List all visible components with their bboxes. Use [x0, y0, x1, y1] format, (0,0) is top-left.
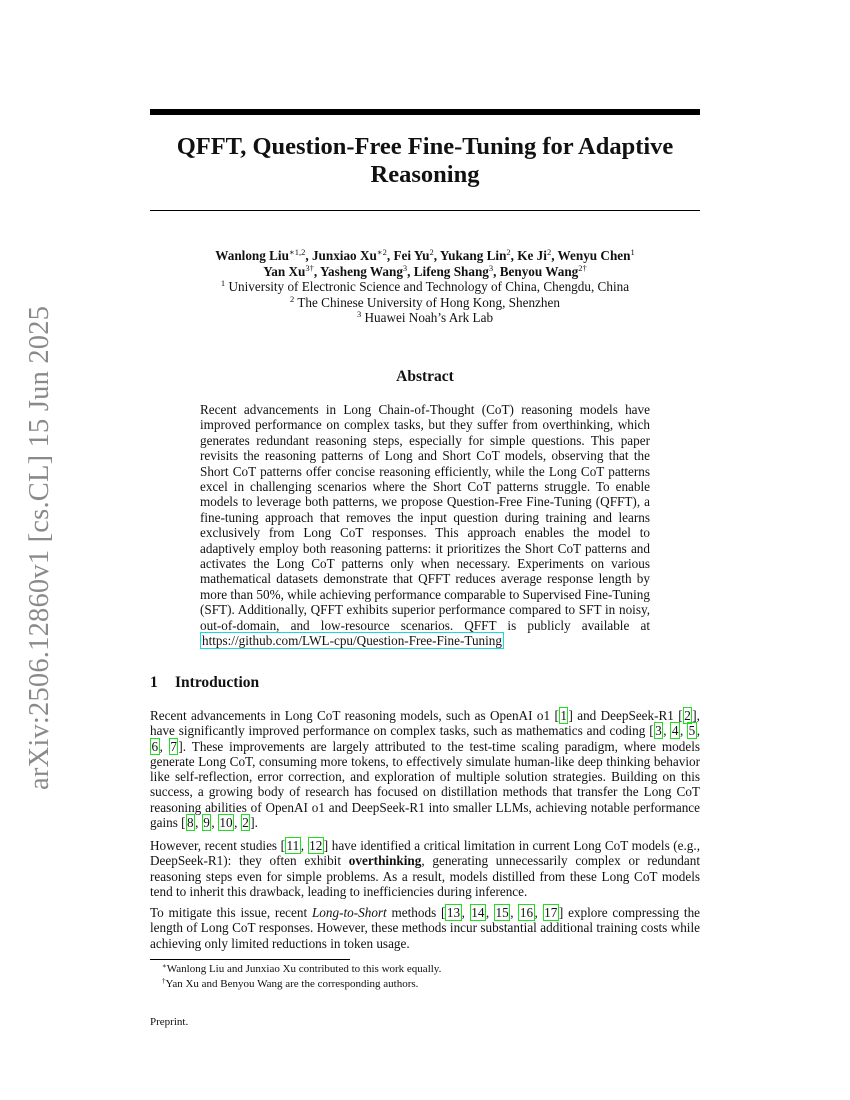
affiliation: $^1$ University of Electronic Science and Technology of China, Chengdu, China	[220, 278, 630, 295]
citation-link[interactable]: 2	[242, 815, 249, 831]
author: Yan Xu	[263, 263, 306, 279]
citation-link[interactable]: 1	[560, 708, 567, 723]
github-link[interactable]: https://github.com/LWL-cpu/Question-Free-Fine-Tuning	[202, 633, 502, 649]
emphasis-bold: overthinking	[348, 853, 422, 869]
abstract-heading: Abstract	[396, 368, 454, 385]
citation-link[interactable]: 16	[519, 905, 534, 920]
citation-link[interactable]: 11	[286, 838, 300, 853]
footnotes	[162, 962, 441, 991]
title-top-rule	[150, 109, 700, 115]
citation-link[interactable]: 12	[309, 838, 323, 853]
author-line-1: Wanlong Liu$^{∗1,2}$, Junxiao $Xu^{∗2}$, Fei Yu$^2$, Yukang Lin$^2$, Ke Ji$^2$, Wenyu Chen$^1$	[215, 247, 635, 263]
affiliation: $^3$ Huawei Noah’s Ark Lab	[356, 309, 494, 326]
author: Wanlong Liu	[215, 248, 289, 263]
footnote: ∗Wanlong Liu and Junxiao Xu contributed to this work equally.	[162, 962, 442, 975]
author: Junxiao Xu	[311, 248, 377, 263]
author: Ke Ji	[517, 248, 547, 263]
citation-link[interactable]: 10	[219, 815, 233, 831]
author: Lifeng Shang	[413, 263, 489, 279]
paragraph: However, recent studies [ 11 , 12 ] have identified a critical limitation in current Long CoT models (e.g., DeepSeek-R1): they often exhibit overthinking, generating unnecessarily complex or redundant reasoning steps even for simple problems. As a result, models distilled from these Long CoT models tend to inherit this drawback, leading to inefficiencies during inference.	[150, 838, 700, 899]
citation-link[interactable]: 2	[684, 708, 691, 723]
citation-link[interactable]: 14	[471, 905, 485, 920]
abstract-text: Recent advancements in Long Chain-of-Thought (CoT) reasoning models have improved performance on complex tasks, but they suffer from overthinking, which generates redundant reasoning steps, especially for simple questions. This paper revisits the reasoning patterns of Long and Short CoT models, observing that the Short CoT patterns offer concise reasoning efficiently, while the Long CoT patterns excel in challenging scenarios where the Short CoT patterns struggle. To enable models to leverage both patterns, we propose Question-Free Fine-Tuning (QFFT), a fine-tuning approach that removes the input question during training and learns exclusively from Long CoT responses. This approach enables the model to adaptively employ both reasoning patterns: it prioritizes the Short CoT patterns and activates the Long CoT patterns only when necessary. Experiments on various mathematical datasets demonstrate that QFFT reduces average response length by more than 50%, while achieving performance comparable to Supervised Fine-Tuning (SFT). Additionally, QFFT exhibits superior performance compared to SFT in noisy, out-of-domain, and low-resource scenarios. QFFT is publicly available at	[200, 402, 650, 633]
citation-link[interactable]: 5	[688, 723, 696, 739]
footnote-rule	[150, 959, 350, 960]
paragraph: To mitigate this issue, recent Long-to-Short methods [ 13 , 14 , 15 , 16 , 17 ] explore compressing the length of Long CoT responses. However, these methods incur substantial additional training costs while achieving only limited reductions in token usage.	[150, 905, 701, 951]
citation-link[interactable]: 13	[446, 905, 461, 920]
citation-link[interactable]: 8	[187, 815, 194, 831]
emphasis-italic: Long-to-Short	[311, 905, 387, 920]
citation-link[interactable]: 6	[151, 738, 159, 754]
citation-link[interactable]: 7	[170, 738, 177, 754]
citation-link[interactable]: 3	[655, 723, 662, 739]
section-title: Introduction	[175, 674, 260, 691]
author-line-2: Yan $Xu^{3\dagger}$, Yasheng Wang$^3$, Lifeng Shang$^3$, Benyou Wang$^{2\dagger}$	[263, 262, 587, 279]
section-heading	[150, 674, 259, 692]
author: Yasheng Wang	[319, 263, 403, 279]
author: Benyou Wang	[499, 263, 579, 279]
section-number: 1	[150, 674, 158, 691]
author: Fei Yu	[393, 248, 430, 263]
author: Wenyu Chen	[557, 248, 631, 263]
author: Yukang Lin	[439, 248, 507, 263]
paper-title: QFFT, Question-Free Fine-Tuning for Adaptive Reasoning	[176, 133, 674, 188]
preprint-label: Preprint.	[150, 1016, 189, 1028]
title-bottom-rule	[150, 210, 700, 211]
citation-link[interactable]: 15	[495, 905, 509, 920]
paragraph: Recent advancements in Long CoT reasoning models, such as OpenAI o1 [ 1 ] and DeepSeek-R1 [ 2 ], have significantly improved performance on complex tasks, such as mathematics and coding [ 3 , 4 , 5 , 6 , 7 ]. These improvements are largely attributed to the test-time scaling paradigm, where models generate Long CoT, consuming more tokens, to effectively simulate human-like deep thinking behavior like self-reflection, error correction, and exploration of multiple solution strategies. Building on this success, a growing body of research has focused on distillation methods that transfer the Long CoT reasoning abilities of OpenAI o1 and DeepSeek-R1 into smaller LLMs, achieving notable performance gains [ 8 , 9 , 10 , 2 ].	[150, 708, 701, 831]
affiliation: $^2$ The Chinese University of Hong Kong, Shenzhen	[290, 293, 560, 310]
abstract-body	[200, 402, 650, 649]
author-block	[150, 248, 700, 326]
citation-link[interactable]: 4	[671, 723, 679, 739]
citation-link[interactable]: 9	[203, 815, 210, 831]
citation-link[interactable]: 17	[544, 905, 558, 920]
footnote: †Yan Xu and Benyou Wang are the corresponding authors.	[162, 976, 419, 990]
arxiv-stamp: arXiv:2506.12860v1 [cs.CL] 15 Jun 2025	[24, 305, 55, 790]
